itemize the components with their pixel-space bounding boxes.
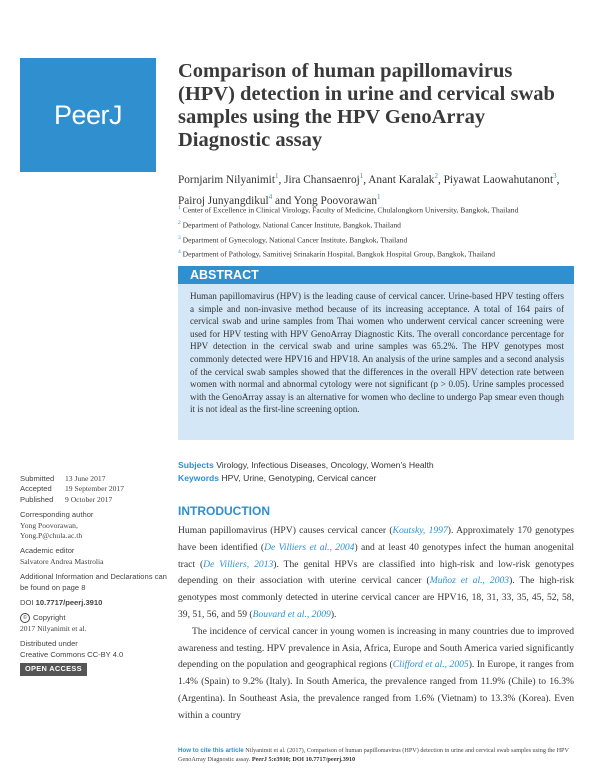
affil-text: Center of Excellence in Clinical Virology, Faculty of Medicine, Chulalongkorn University, Bangkok, Thailand [182, 205, 519, 215]
affil-sup: 3 [178, 234, 181, 241]
subjects-label: Subjects [178, 460, 214, 470]
introduction-body [178, 523, 574, 725]
subjects-text[interactable]: Virology, Infectious Diseases, Oncology, Women’s Health [216, 460, 434, 470]
affil-sup: 1 [178, 205, 181, 211]
citation-link[interactable]: Koutsky, 1997 [392, 525, 448, 536]
corresponding-name: Yong Poovorawan, [20, 520, 78, 530]
article-title: Comparison of human papillomavirus (HPV) detection in urine and cervical swab samples using the HPV GenoArray Diagnostic assay [178, 60, 555, 151]
affil-sup: 2 [178, 219, 181, 226]
text-run: ) and at least 40 genotypes infect the human anogenital tract ( [178, 541, 574, 570]
affil-sup: 4 [178, 249, 181, 256]
author-name[interactable]: Jira Chansaenroj [284, 173, 360, 186]
footer-journal[interactable]: PeerJ 5:e3910; DOI 10.7717/peerj.3910 [251, 756, 356, 763]
text-run: ). The high-risk genotypes most commonly detected in uterine cervical cancer are HPV16, 18, 31, 33, 35, 45, 52, 58, 39, 51, 56, and 59 ( [178, 575, 574, 620]
text-run: The incidence of cervical cancer in young women is increasing in many countries due to improved awareness and testing. HPV prevalence in Asia, Africa, Europe and South America varied significantly depending on the population and geographical regions ( [178, 625, 574, 671]
footer-label: How to cite this article [178, 747, 244, 754]
author-affil-sup: 1 [274, 172, 279, 180]
corresponding-email[interactable]: Yong.P@chula.ac.th [20, 531, 83, 541]
author-affil-sup: 1 [359, 172, 364, 180]
citation-link[interactable]: Bouvard et al., 2009 [252, 608, 331, 620]
abstract-heading: ABSTRACT [178, 266, 574, 284]
logo-text: PeerJ [53, 99, 123, 130]
text-run: ). [330, 608, 337, 620]
copyright-group [20, 613, 170, 634]
doi-label: DOI [20, 598, 34, 608]
affiliation-item [178, 217, 588, 232]
author-name[interactable]: Yong Poovorawan [293, 194, 378, 207]
affiliation-item [178, 232, 588, 247]
affiliation-item [178, 246, 588, 261]
submitted-date: 13 June 2017 [65, 474, 106, 483]
intro-paragraph-1 [178, 523, 574, 624]
editor-group [20, 546, 170, 567]
text-run: Human papillomavirus (HPV) causes cervical cancer ( [178, 525, 393, 536]
text-run: ). The genital HPVs are classified into high-risk and low-risk genotypes depending on their association with uterine cervical cancer ( [178, 558, 575, 587]
license-group [20, 639, 170, 675]
author-name[interactable]: Piyawat Laowahutanont [443, 173, 554, 186]
author-name[interactable]: Pairoj Junyangdikul [178, 194, 269, 207]
intro-paragraph-2 [178, 624, 574, 725]
author-affil-sup: 2 [434, 172, 438, 180]
affil-text: Department of Pathology, National Cancer Institute, Bangkok, Thailand [182, 220, 401, 230]
subjects-keywords [178, 459, 578, 485]
published-label: Published [20, 494, 54, 504]
keywords-label: Keywords [178, 473, 220, 483]
accepted-label: Accepted [20, 484, 52, 494]
affiliation-item [178, 202, 588, 217]
corresponding-label: Corresponding author [20, 510, 94, 520]
citation-link[interactable]: Muñoz et al., 2003 [429, 575, 510, 587]
affiliation-list [178, 202, 588, 261]
author-list: Pornjarim Nilyanimit$^1$, Jira Chansaenroj$^1$, Anant Karalak$^2$, Piyawat Laowahutanont$^3$, Pairoj Junyangdikul$^4$ and Yong Poovorawan$^1$ [178, 172, 560, 207]
author-affil-sup: 3 [553, 172, 557, 180]
text-run: ). Approximately 170 genotypes have been identified ( [178, 525, 574, 553]
affil-text: Department of Gynecology, National Cancer Institute, Bangkok, Thailand [182, 235, 408, 245]
doi-line [20, 598, 170, 608]
submitted-label: Submitted [20, 474, 55, 483]
editor-label: Academic editor [20, 546, 75, 556]
subjects-line [178, 459, 578, 472]
article-sidebar [20, 474, 170, 681]
corresponding-group [20, 510, 170, 541]
keywords-text: HPV, Urine, Genotyping, Cervical cancer [221, 473, 377, 483]
text-run: ). In Europe, it ranges from 1.4% (Spain) to 9.2% (Italy). In South America, the prevalence ranged from 11.9% (Chile) to 16.3% (Argentina). In Southeast Asia, the prevalence ranged from 1.6% (Vietnam) to 13.3% (Korea). Even within a country [178, 659, 574, 721]
citation-link[interactable]: De Villiers, 2013 [203, 558, 274, 570]
dates-group [20, 474, 170, 505]
copyright-text: 2017 Nilyanimit et al. [20, 623, 87, 633]
citation-link[interactable]: De Villiers et al., 2004 [264, 541, 355, 553]
footer-text: Nilyanimit et al. (2017), Comparison of human papillomavirus (HPV) detection in urine and cervical swab samples using the HPV GenoArray Diagnostic assay. [178, 747, 569, 763]
copyright-icon: © [20, 613, 30, 623]
doi-link[interactable]: 10.7717/peerj.3910 [35, 598, 103, 608]
open-access-badge: OPEN ACCESS [20, 663, 87, 675]
citation-link[interactable]: Clifford et al., 2005 [392, 659, 469, 671]
author-affil-sup: 1 [377, 192, 381, 201]
abstract-text: Human papillomavirus (HPV) is the leading cause of cervical cancer. Urine-based HPV testing offers a simple and non-invasive method because of its increasing acceptance. A total of 164 pairs of cervical swab and urine samples from Thai women who underwent cervical cancer screening were used for HPV testing with HPV GenoArray Diagnostic Kits. The overall concordance percentage for HPV detection in the cervical swab and urine samples was 65.2%. The HPV genotypes most commonly detected were HPV16 and HPV18. An analysis of the urine samples and a second analysis of the cervical swab samples showed that the differences in the overall HPV detection rate between women with normal and abnormal cytology were not significant (p > 0.05). Urine samples processed with the GenoArray assay is an alternative for women who decline to undergo Pap smear even though it is not ideal as the first-line screening option. [190, 291, 564, 415]
citation-footer [178, 746, 574, 764]
keywords-line [178, 472, 578, 485]
accepted-date: 19 September 2017 [65, 484, 125, 494]
copyright-label: Copyright [33, 613, 66, 623]
author-name[interactable]: Pornjarim Nilyanimit [178, 173, 275, 186]
additional-info[interactable]: Additional Information and Declarations can be found on page 8 [20, 572, 167, 592]
author-name[interactable]: Anant Karalak [368, 173, 435, 186]
peerj-logo [20, 58, 156, 172]
introduction-heading: INTRODUCTION [178, 504, 270, 518]
editor-name[interactable]: Salvatore Andrea Mastrolia [20, 556, 104, 566]
affil-text: Department of Pathology, Samitivej Srinakarin Hospital, Bangkok Hospital Group, Bangkok, Thailand [182, 250, 496, 260]
license-link[interactable]: Creative Commons CC-BY 4.0 [20, 649, 124, 659]
license-line1: Distributed under [20, 639, 78, 649]
published-date: 9 October 2017 [65, 494, 113, 504]
author-affil-sup: 4 [268, 192, 273, 201]
